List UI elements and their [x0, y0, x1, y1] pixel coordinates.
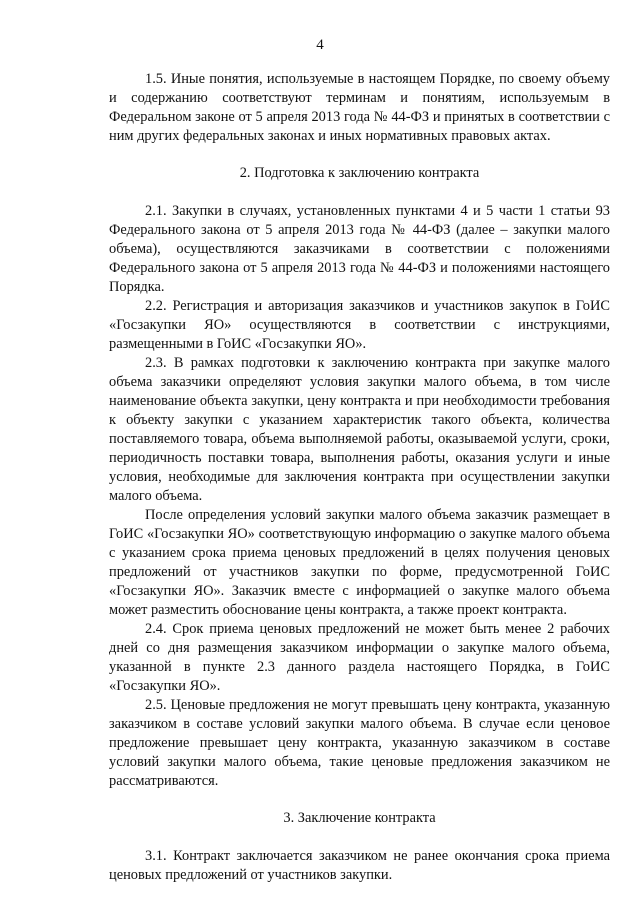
section-2-heading: 2. Подготовка к заключению контракта [239, 165, 480, 181]
paragraph-2-1: 2.1. Закупки в случаях, установленных пунктами 4 и 5 части 1 статьи 93 Федерального закона от 5 апреля 2013 года № 44-ФЗ (далее – закупки малого объема), осуществляются заказчиками в соответствии с положениями Федерального закона от 5 апреля 2013 года № 44-ФЗ и положениями настоящего Порядка. [109, 203, 610, 295]
paragraph-2-4: 2.4. Срок приема ценовых предложений не может быть менее 2 рабочих дней со дня размещения заказчиком информации о закупке малого объема, указанной в пункте 2.3 данного раздела настоящего Порядка, в ГоИС «Госзакупки ЯО». [109, 621, 610, 694]
document-body [109, 70, 610, 885]
paragraph-2-3: 2.3. В рамках подготовки к заключению контракта при закупке малого объема заказчики определяют условия закупки малого объема, в том числе наименование объекта закупки, цену контракта и при необходимости требования к объекту закупки с указанием характеристик такого объекта, количества поставляемого товара, объема выполняемой работы, оказываемой услуги, сроки, периодичность поставки товара, выполнения работы, оказания услуги и иные условия, необходимые для заключения контракта при осуществлении закупки малого объема. [109, 355, 610, 504]
paragraph-2-3-continued: После определения условий закупки малого объема заказчик размещает в ГоИС «Госзакупки ЯО» соответствующую информацию о закупке малого объема с указанием срока приема ценовых предложений в целях получения ценовых предложений от участников закупки по форме, предусмотренной ГоИС «Госзакупки ЯО». Заказчик вместе с информацией о закупке малого объема может разместить обоснование цены контракта, а также проект контракта. [109, 507, 610, 618]
section-3-heading: 3. Заключение контракта [283, 810, 436, 826]
paragraph-2-2: 2.2. Регистрация и авторизация заказчиков и участников закупок в ГоИС «Госзакупки ЯО» осуществляются в соответствии с инструкциями, размещенными в ГоИС «Госзакупки ЯО». [109, 298, 610, 352]
paragraph-3-1: 3.1. Контракт заключается заказчиком не ранее окончания срока приема ценовых предложений от участников закупки. [109, 848, 610, 883]
paragraph-1-5: 1.5. Иные понятия, используемые в настоящем Порядке, по своему объему и содержанию соответствуют терминам и понятиям, используемым в Федеральном законе от 5 апреля 2013 года № 44-ФЗ и принятых в соответствии с ним других федеральных законах и иных нормативных правовых актах. [109, 71, 610, 144]
page-number: 4 [316, 37, 324, 53]
paragraph-2-5: 2.5. Ценовые предложения не могут превышать цену контракта, указанную заказчиком в составе условий закупки малого объема. В случае если ценовое предложение превышает цену контракта, указанную заказчиком в составе условий закупки малого объема, такие ценовые предложения заказчиком не рассматриваются. [109, 697, 610, 789]
